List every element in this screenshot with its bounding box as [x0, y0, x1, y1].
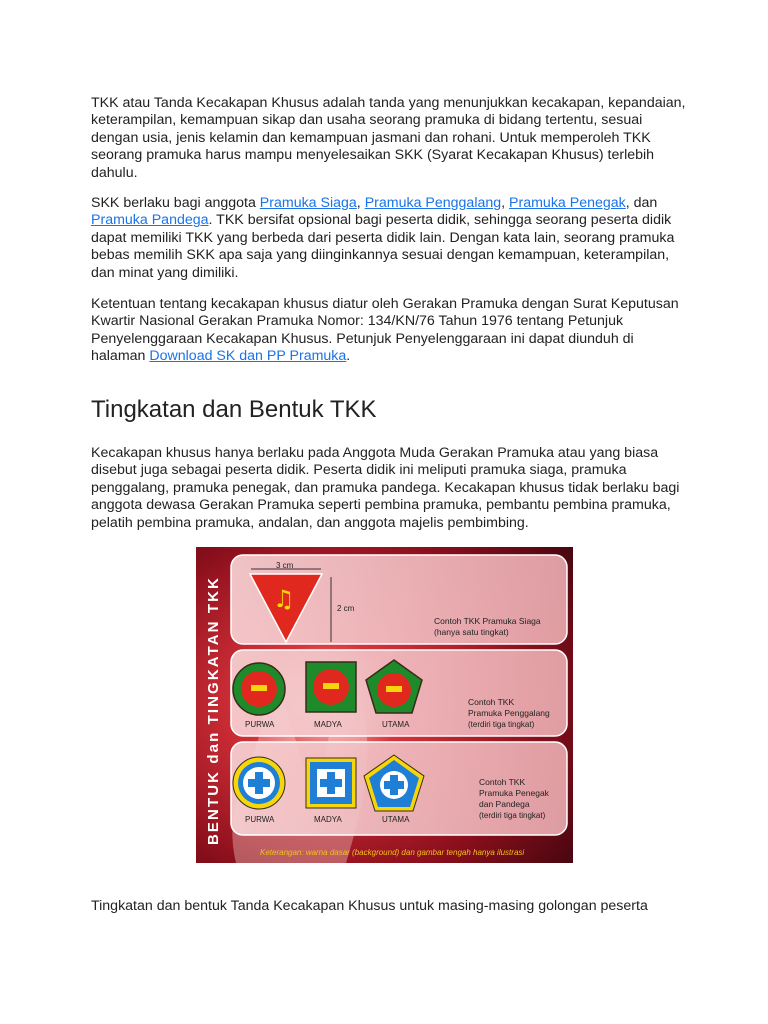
music-note-icon: ♫ — [273, 585, 295, 613]
link-pramuka-penegak[interactable]: Pramuka Penegak — [509, 195, 626, 211]
penggalang-utama-label: UTAMA — [382, 720, 410, 729]
penegak-caption-1: Contoh TKK — [479, 777, 526, 787]
dimension-height: 2 cm — [337, 604, 355, 613]
penegak-caption-2: Pramuka Penegak — [479, 788, 549, 798]
penegak-caption-4: (terdiri tiga tingkat) — [479, 811, 546, 820]
text: Ketentuan tentang kecakapan khusus diatur oleh Gerakan Pramuka dengan Surat Keputusan Kwartir Nasional Gerakan Pramuka Nomor: 134/KN/76 Tahun 1976 tentang Petunjuk Penyelenggaraan Kecakapan Khusus. Petunjuk Penyelenggaraan ini dapat diunduh di halaman — [91, 296, 679, 365]
paragraph-caption: Tingkatan dan bentuk Tanda Kecakapan Khusus untuk masing-masing golongan peserta — [91, 898, 648, 914]
link-download-sk-pp[interactable]: Download SK dan PP Pramuka — [149, 348, 347, 365]
figure-footnote: Keterangan: warna dasar (background) dan gambar tengah hanya ilustrasi — [260, 848, 525, 857]
penggalang-caption-1: Contoh TKK — [468, 697, 515, 707]
text: , — [501, 195, 510, 211]
section-heading: Tingkatan dan Bentuk TKK — [91, 396, 377, 423]
paragraph-intro: TKK atau Tanda Kecakapan Khusus adalah tanda yang menunjukkan kecakapan, kepandaian, keterampilan, kemampuan sikap dan usaha seorang pramuka di bidang tertentu, sesuai dengan usia, jenis kelamin dan kemampuan jasmani dan rohani. Untuk memperoleh TKK seorang pramuka harus mampu menyelesaikan SKK (Syarat Kecakapan Khusus) terlebih dahulu. — [91, 95, 686, 181]
paragraph-skk — [91, 195, 691, 282]
paragraph-ketentuan — [91, 296, 691, 366]
penggalang-madya-label: MADYA — [314, 720, 342, 729]
paragraph-kecakapan: Kecakapan khusus hanya berlaku pada Anggota Muda Gerakan Pramuka atau yang biasa disebut juga sebagai peserta didik. Peserta didik ini meliputi pramuka siaga, pramuka penggalang, pramuka penegak, dan pramuka pandega. Kecakapan khusus tidak berlaku bagi anggota dewasa Gerakan Pramuka seperti pembina pramuka, pembantu pembina pramuka, pelatih pembina pramuka, andalan, dan anggota majelis pembimbing. — [91, 445, 680, 531]
dimension-width: 3 cm — [276, 561, 294, 570]
text: SKK berlaku bagi anggota — [91, 195, 260, 211]
siaga-caption-2: (hanya satu tingkat) — [434, 627, 509, 637]
link-pramuka-penggalang[interactable]: Pramuka Penggalang — [364, 195, 502, 211]
penggalang-purwa-label: PURWA — [245, 720, 275, 729]
link-pramuka-pandega[interactable]: Pramuka Pandega — [91, 212, 209, 229]
siaga-caption-1: Contoh TKK Pramuka Siaga — [434, 616, 541, 626]
penegak-utama-label: UTAMA — [382, 815, 410, 824]
text: . — [346, 348, 351, 365]
tkk-infographic — [196, 547, 573, 863]
vertical-title: BENTUK dan TINGKATAN TKK — [205, 576, 222, 845]
link-pramuka-siaga[interactable]: Pramuka Siaga — [259, 195, 357, 211]
penggalang-caption-3: (terdiri tiga tingkat) — [468, 720, 535, 729]
text: , — [356, 195, 365, 211]
text: . TKK bersifat opsional bagi peserta didik, sehingga seorang peserta didik dapat memiliki TKK yang berbeda dari peserta didik lain. Dengan kata lain, seorang pramuka bebas memilih SKK apa saja yang diinginkannya sesuai dengan kemampuan, keterampilan, dan minat yang dimiliki. — [91, 212, 675, 281]
text: , dan — [625, 195, 658, 211]
penggalang-caption-2: Pramuka Penggalang — [468, 708, 550, 718]
penegak-madya-label: MADYA — [314, 815, 342, 824]
penegak-caption-3: dan Pandega — [479, 799, 530, 809]
penegak-purwa-label: PURWA — [245, 815, 275, 824]
